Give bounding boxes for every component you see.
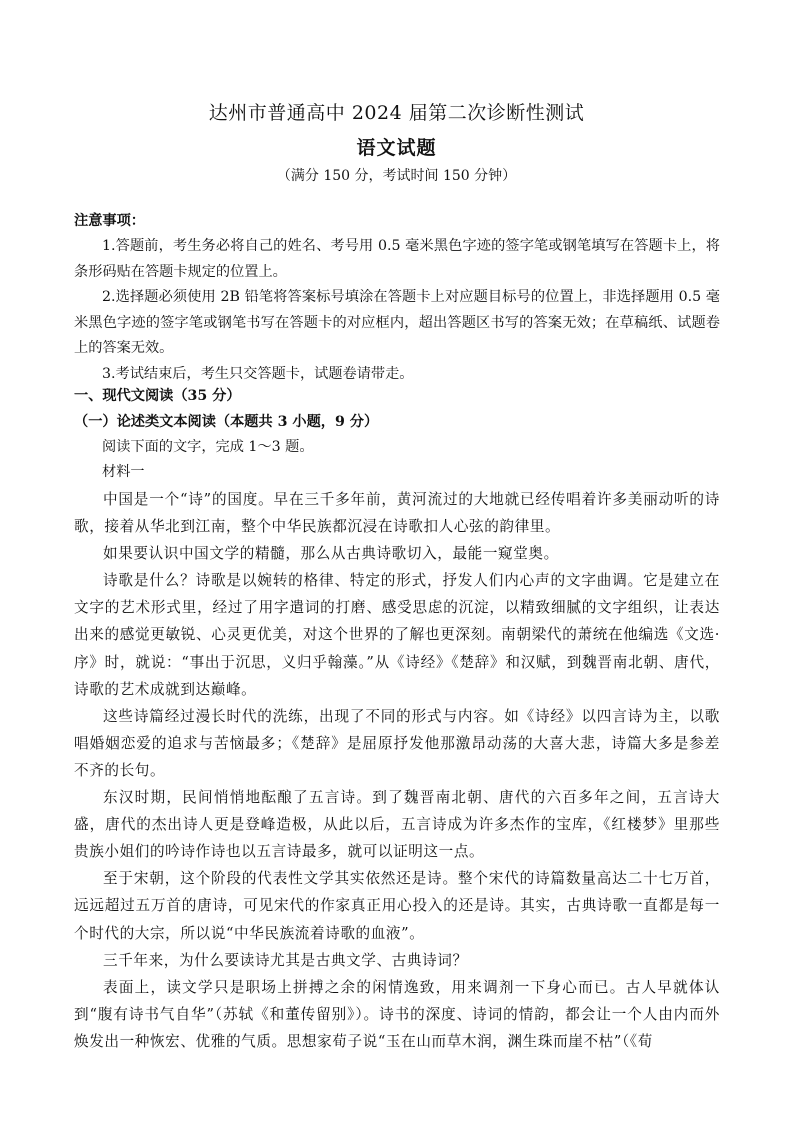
material-paragraph: 这些诗篇经过漫长时代的洗练，出现了不同的形式与内容。如《诗经》以四言诗为主，以歌唱婚姻恋爱的追求与苦恼最多；《楚辞》是屈原抒发他那激昂动荡的大喜大悲，诗篇大多是参差不齐的长句。 [74, 707, 720, 779]
material-paragraph: 表面上，读文学只是职场上拼搏之余的闲情逸致，用来调剂一下身心而已。古人早就体认到“腹有诗书气自华”（苏轼《和董传留别》）。诗书的深度、诗词的情韵，都会让一个人由内而外焕发出一种恢宏、优雅的气质。思想家荀子说“玉在山而草木润，渊生珠而崖不枯”（《荀 [74, 978, 720, 1050]
notice-heading: 注意事项： [74, 213, 145, 229]
material-paragraph: 三千年来，为什么要读诗尤其是古典文学、古典诗词？ [103, 951, 468, 969]
subsection-heading: （一）论述类文本阅读（本题共 3 小题，9 分） [74, 414, 379, 430]
material-text [74, 486, 720, 1055]
reading-instruction: 阅读下面的文字，完成 1～3 题。 [102, 439, 314, 455]
section-heading: 一、现代文阅读（35 分） [74, 388, 241, 404]
notice-item: 1.答题前，考生务必将自己的姓名、考号用 0.5 毫米黑色字迹的签字笔或钢笔填写在答题卡上，将条形码贴在答题卡规定的位置上。 [74, 238, 720, 280]
material-paragraph: 东汉时期，民间悄悄地酝酿了五言诗。到了魏晋南北朝、唐代的六百多年之间，五言诗大盛，唐代的杰出诗人更是登峰造极，从此以后，五言诗成为许多杰作的宝库，《红楼梦》里那些贵族小姐们的吟诗作诗也以五言诗最多，就可以证明这一点。 [74, 789, 720, 861]
material-paragraph: 如果要认识中国文学的精髓，那么从古典诗歌切入，最能一窥堂奥。 [103, 545, 559, 563]
material-paragraph: 诗歌是什么？诗歌是以婉转的格律、特定的形式，抒发人们内心声的文字曲调。它是建立在文字的艺术形式里，经过了用字遣词的打磨、感受思虑的沉淀，以精致细腻的文字组织，让表达出来的感觉更敏锐、心灵更优美，对这个世界的了解也更深刻。南朝梁代的萧统在他编选《文选·序》时，就说：“事出于沉思，义归乎翰藻。”从《诗经》《楚辞》和汉赋，到魏晋南北朝、唐代，诗歌的艺术成就到达巅峰。 [74, 572, 720, 698]
notice-item: 2.选择题必须使用 2B 铅笔将答案标号填涂在答题卡上对应题目标号的位置上，非选择题用 0.5 毫米黑色字迹的签字笔或钢笔书写在答题卡的对应框内，超出答题区书写的答案无效；在草稿纸、试题卷上的答案无效。 [74, 289, 720, 356]
material-paragraph: 至于宋朝，这个阶段的代表性文学其实依然还是诗。整个宋代的诗篇数量高达二十七万首，远远超过五万首的唐诗，可见宋代的作家真正用心投入的还是诗。其实，古典诗歌一直都是每一个时代的大宗，所以说“中华民族流着诗歌的血液”。 [74, 870, 720, 942]
notice-item: 3.考试结束后，考生只交答题卡，试题卷请带走。 [102, 365, 414, 382]
score-note: （满分 150 分，考试时间 150 分钟） [276, 168, 517, 184]
subject-title: 语文试题 [356, 137, 437, 159]
material-label: 材料一 [102, 464, 145, 480]
notice-list [74, 234, 720, 387]
material-paragraph: 中国是一个“诗”的国度。早在三千多年前，黄河流过的大地就已经传唱着许多美丽动听的诗歌，接着从华北到江南，整个中华民族都沉浸在诗歌扣人心弦的韵律里。 [74, 491, 720, 536]
exam-title: 达州市普通高中 2024 届第二次诊断性测试 [208, 102, 585, 124]
